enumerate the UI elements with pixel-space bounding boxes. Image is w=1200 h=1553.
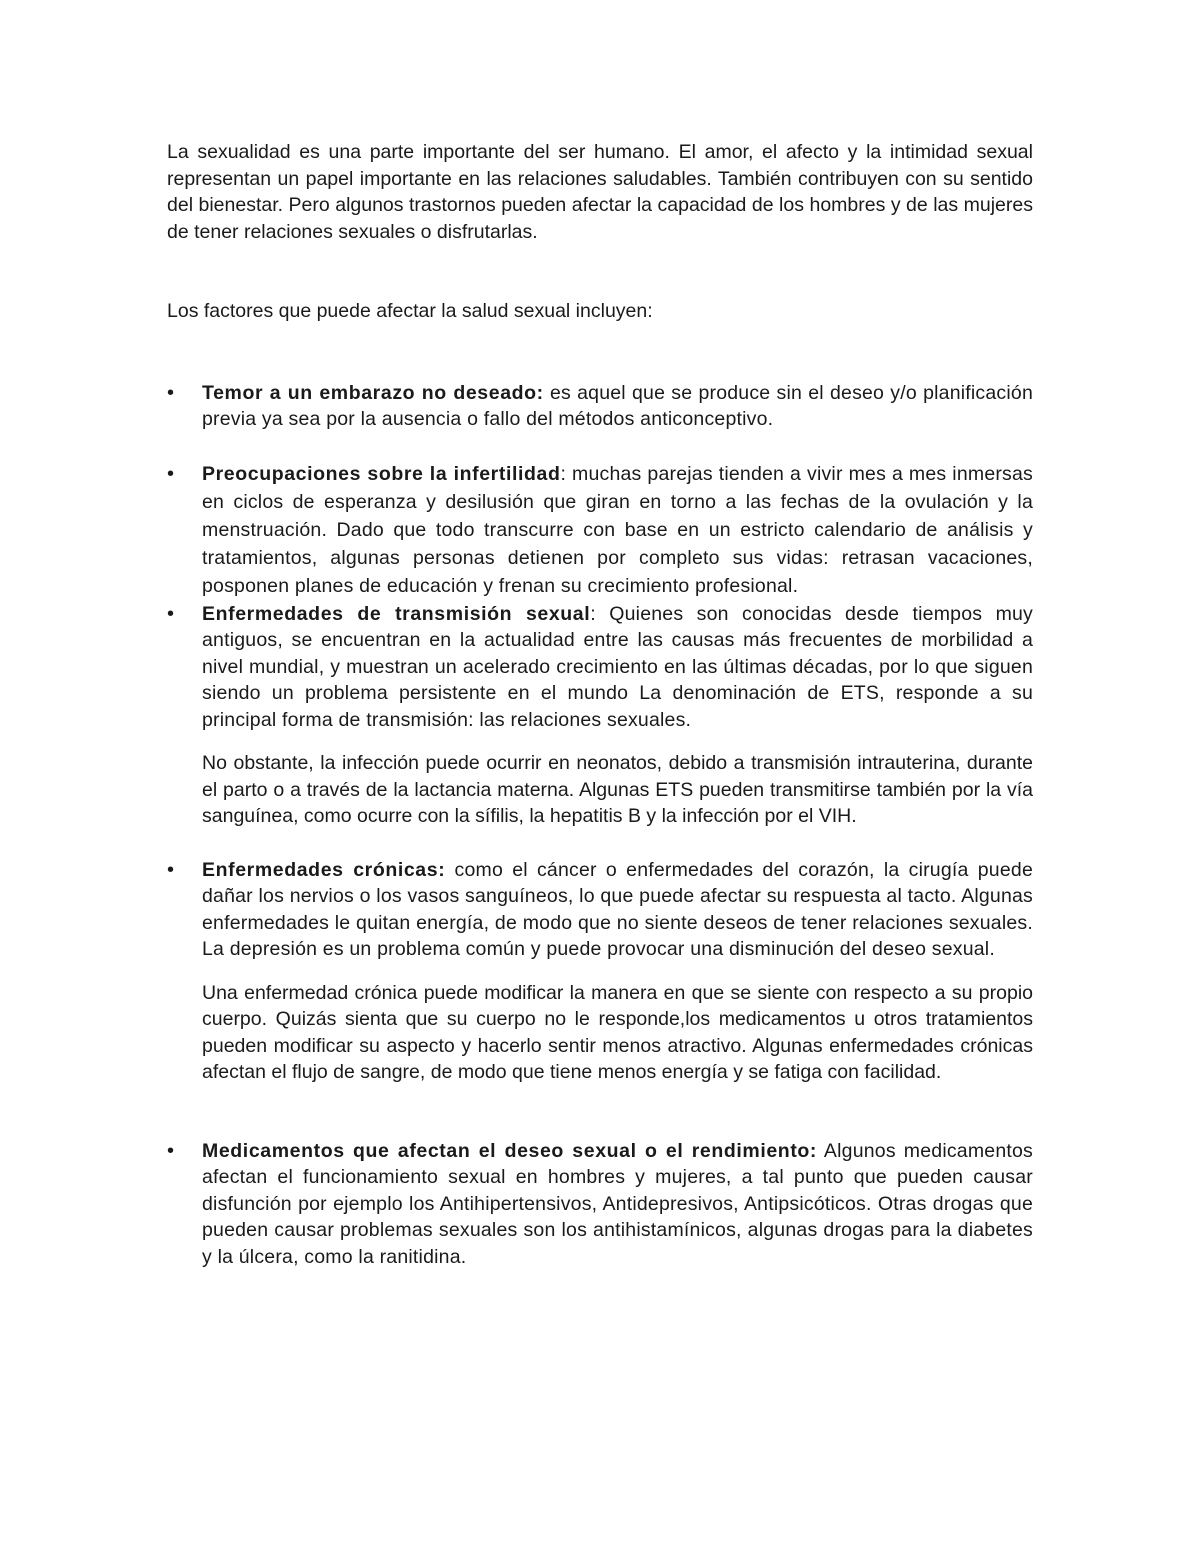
- list-item: [167, 601, 1033, 830]
- list-item-text: : Quienes son conocidas desde tiempos muy antiguos, se encuentran en la actualidad entre las causas más frecuentes de morbilidad a nivel mundial, y muestran un acelerado crecimiento en las últimas décadas, por lo que siguen siendo un problema persistente en el mundo La denominación de ETS, responde a su principal forma de transmisión: las relaciones sexuales.: [202, 602, 1034, 731]
- bullet-icon: •: [167, 462, 175, 485]
- list-item-title: Enfermedades de transmisión sexual: [202, 602, 591, 625]
- list-item-text: : muchas parejas tienden a vivir mes a mes inmersas en ciclos de esperanza y desilusión que giran en torno a las fechas de la ovulación y la menstruación. Dado que todo transcurre con base en un estricto calendario de análisis y tratamientos, algunas personas detienen por completo sus vidas: retrasan vacaciones, posponen planes de educación y frenan su crecimiento profesional.: [202, 462, 1033, 598]
- list-item-paragraph: [202, 857, 1033, 963]
- list-item: [167, 460, 1033, 601]
- bullet-icon: •: [167, 858, 175, 881]
- list-item: [167, 1138, 1033, 1271]
- list-item-extra-paragraph: No obstante, la infección puede ocurrir en neonatos, debido a transmisión intrauterina, durante el parto o a través de la lactancia materna. Algunas ETS pueden transmitirse también por la vía sanguínea, como ocurre con la sífilis, la hepatitis B y la infección por el VIH.: [202, 752, 1033, 828]
- list-item-title: Temor a un embarazo no deseado:: [202, 381, 544, 404]
- list-item-title: Preocupaciones sobre la infertilidad: [202, 462, 561, 485]
- list-item-title: Enfermedades crónicas:: [202, 858, 446, 881]
- bullet-icon: •: [167, 381, 175, 404]
- factors-heading: Los factores que puede afectar la salud sexual incluyen:: [167, 300, 653, 322]
- bullet-icon: •: [167, 602, 175, 625]
- list-item-paragraph: [202, 601, 1033, 734]
- list-item: [167, 380, 1033, 433]
- list-item-extra-paragraph: Una enfermedad crónica puede modificar la manera en que se siente con respecto a su propio cuerpo. Quizás sienta que su cuerpo no le responde,los medicamentos u otros tratamientos pueden modificar su aspecto y hacerlo sentir menos atractivo. Algunas enfermedades crónicas afectan el flujo de sangre, de modo que tiene menos energía y se fatiga con facilidad.: [202, 981, 1033, 1084]
- list-item-paragraph: [202, 1138, 1033, 1271]
- list-item-paragraph: [202, 380, 1033, 433]
- list-item-text: Algunos medicamentos afectan el funcionamiento sexual en hombres y mujeres, a tal punto que pueden causar disfunción por ejemplo los Antihipertensivos, Antidepresivos, Antipsicóticos. Otras drogas que pueden causar problemas sexuales son los antihistamínicos, algunas drogas para la diabetes y la úlcera, como la ranitidina.: [202, 1139, 1033, 1268]
- bullet-icon: •: [167, 1139, 175, 1162]
- document-page: [167, 139, 1033, 1270]
- list-item-text: como el cáncer o enfermedades del corazón, la cirugía puede dañar los nervios o los vasos sanguíneos, lo que puede afectar su respuesta al tacto. Algunas enfermedades le quitan energía, de modo que no siente deseos de tener relaciones sexuales. La depresión es un problema común y puede provocar una disminución del deseo sexual.: [202, 858, 1033, 961]
- list-item-title: Medicamentos que afectan el deseo sexual o el rendimiento:: [202, 1139, 818, 1162]
- intro-paragraph: La sexualidad es una parte importante del ser humano. El amor, el afecto y la intimidad sexual representan un papel importante en las relaciones saludables. También contribuyen con su sentido del bienestar. Pero algunos trastornos pueden afectar la capacidad de los hombres y de las mujeres de tener relaciones sexuales o disfrutarlas.: [167, 141, 1033, 243]
- factors-list: [167, 380, 1033, 1271]
- list-item-paragraph: [202, 460, 1033, 601]
- list-item-text: es aquel que se produce sin el deseo y/o planificación previa ya sea por la ausencia o fallo del métodos anticonceptivo.: [202, 381, 1033, 430]
- list-item: [167, 857, 1033, 1086]
